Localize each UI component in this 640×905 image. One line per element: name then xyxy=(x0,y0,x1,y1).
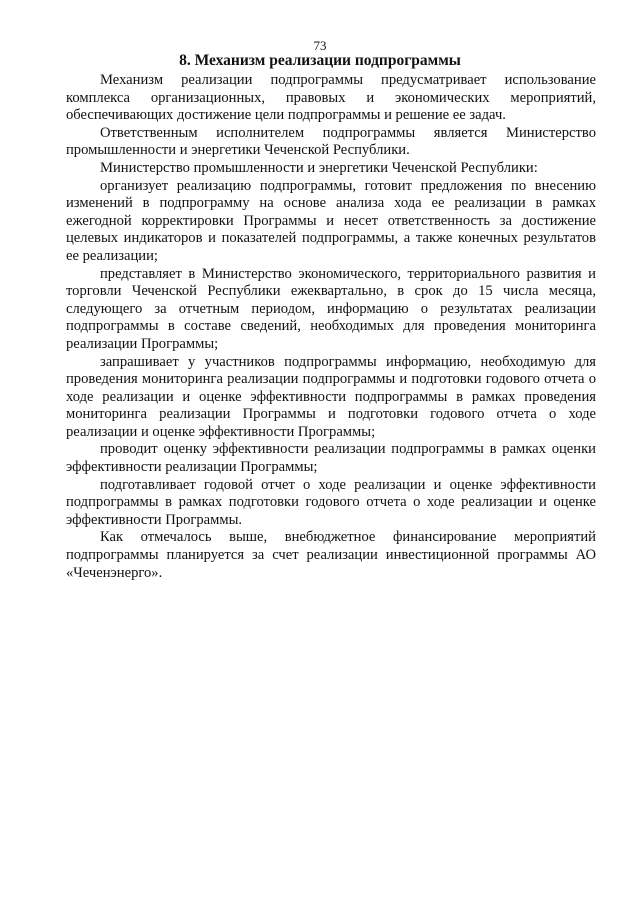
paragraph-submits: представляет в Министерство экономического, территориального развития и торговли Чеченской Республики ежеквартально, в срок до 15 числа месяца, следующего за отчетным периодом, информацию о результатах реализации подпрограммы в составе сведений, необходимых для проведения мониторинга реализации Программы; xyxy=(66,265,596,352)
body-text xyxy=(66,72,596,582)
paragraph-organizes: организует реализацию подпрограммы, готовит предложения по внесению изменений в подпрограмму на основе анализа хода ее реализации в рамках ежегодной корректировки Программы и несет ответственность за достижение целевых индикаторов и показателей подпрограммы, а также конечных результатов ее реализации; xyxy=(66,177,596,264)
paragraph-financing: Как отмечалось выше, внебюджетное финансирование мероприятий подпрограммы планируется за счет реализации инвестиционной программы АО «Чеченэнерго». xyxy=(66,529,596,581)
paragraph-evaluates: проводит оценку эффективности реализации подпрограммы в рамках оценки эффективности реализации Программы; xyxy=(66,441,596,476)
paragraph-mechanism: Механизм реализации подпрограммы предусматривает использование комплекса организационных, правовых и экономических мероприятий, обеспечивающих достижение цели подпрограммы и решение ее задач. xyxy=(66,72,596,124)
paragraph-responsible-executor: Ответственным исполнителем подпрограммы является Министерство промышленности и энергетики Чеченской Республики. xyxy=(66,124,596,159)
paragraph-annual-report: подготавливает годовой отчет о ходе реализации и оценке эффективности подпрограммы в рамках подготовки годового отчета о ходе реализации и оценке эффективности Программы. xyxy=(66,476,596,528)
paragraph-ministry-intro: Министерство промышленности и энергетики Чеченской Республики: xyxy=(100,159,538,176)
page-number: 73 xyxy=(313,38,327,53)
section-title: 8. Механизм реализации подпрограммы xyxy=(179,52,461,69)
paragraph-requests: запрашивает у участников подпрограммы информацию, необходимую для проведения мониторинга реализации подпрограммы и подготовки годового отчета о ходе реализации и оценке эффективности подпрограммы в рамках проведения мониторинга реализации Программы и подготовки годового отчета о ходе реализации и оценке эффективности Программы; xyxy=(66,353,596,440)
